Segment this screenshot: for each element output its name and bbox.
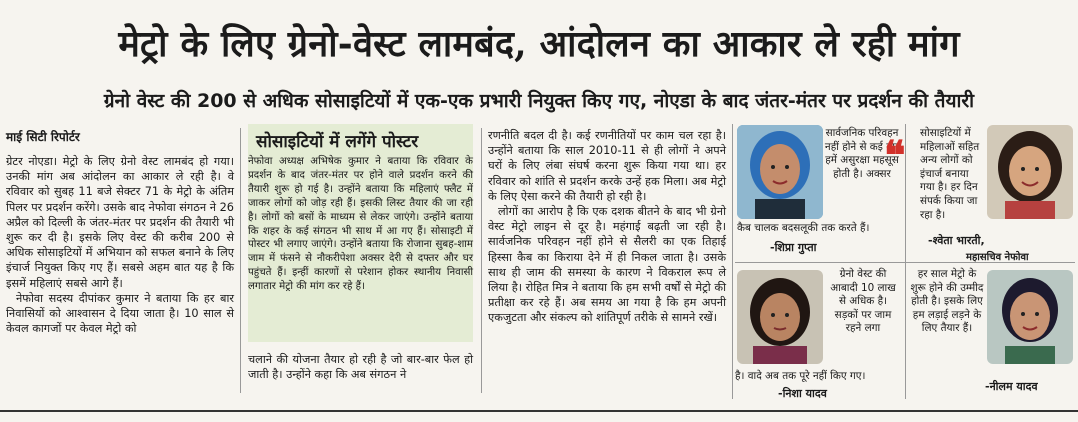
column-2-paragraph: चलाने की योजना तैयार हो रही है जो बार-बार फेल हो जाती है। उन्होंने कहा कि अब संगठन ने xyxy=(248,353,473,382)
column-1-paragraph: ग्रेटर नोएडा। मेट्रो के लिए ग्रेनो वेस्ट लामबंद हो गया। उनकी मांग अब आंदोलन का आकार ले रही है। वे रविवार को सुबह 11 बजे सेक्टर 71 के मेट्रो के अंतिम पिलर पर प्रदर्शन करेंगे। उसके बाद नेफोवा संगठन ने 26 अप्रैल को दिल्ली के जंतर-मंतर पर प्रदर्शन की तैयारी भी शुरू कर दी है। इसके लिए वेस्ट की करीब 200 से अधिक सोसाइटियों में अभियान को सफल बनाने के लिए इंचार्ज नियुक्त किए गए हैं। सबसे अहम बात यह है कि इसमें महिलाएं सबसे आगे हैं। xyxy=(6,155,234,290)
column-1 xyxy=(6,154,234,336)
sidebar-box-title: सोसाइटियों में लगेंगे पोस्टर xyxy=(256,132,419,152)
quote-text: ग्रेनो वेस्ट की आबादी 10 लाख से अधिक है। सड़कों पर जाम रहने लगा xyxy=(830,268,896,335)
column-3-paragraph: लोगों का आरोप है कि एक दशक बीतने के बाद भी ग्रेनो वेस्ट मेट्रो लाइन से दूर है। महंगाई बढ़ती जा रही है। सार्वजनिक परिवहन नहीं होने से सैलरी का एक तिहाई हिस्सा कैब का किराया देने में ही निकल जाता है। उसके साथ ही जाम की समस्या के कारण ने विकराल रूप ले लिया है। रोहित मित्र ने बताया कि हम सभी वर्षों से मेट्रो की प्रतीक्षा कर रहे हैं। अब समय आ गया है कि हम अपनी एकजुटता और संकल्प को शांतिपूर्ण तरीके से सामने रखें। xyxy=(488,205,726,325)
headline: मेट्रो के लिए ग्रेनो-वेस्ट लामबंद, आंदोलन का आकार ले रही मांग xyxy=(118,23,960,65)
subheadline: ग्रेनो वेस्ट की 200 से अधिक सोसाइटियों में एक-एक प्रभारी नियुक्त किए गए, नोएडा के बाद जंतर-मंतर पर प्रदर्शन की तैयारी xyxy=(103,90,975,112)
sidebar-box-paragraph: नेफोवा अध्यक्ष अभिषेक कुमार ने बताया कि रविवार के प्रदर्शन के बाद जंतर-मंतर पर होने वाले प्रदर्शन करने की तैयारी शुरू हो गई है। उन्होंने बताया कि महिलाएं फ्लैट में जाकर लोगों को जोड़ रही हैं। इसकी लिस्ट तैयार की जा रही है। लोगों को बसों के माध्यम से लेकर जाएंगे। उन्होंने बताया कि शहर के कई संगठन भी साथ में आ गए हैं। सोसाइटी में पोस्टर भी लगाए जाएंगे। उन्होंने बताया कि रोजाना सुबह-शाम जाम में फंसने से नौकरीपेशा अक्सर देरी से दफ्तर और घर पहुंचते हैं। इन्हीं कारणों से परेशान होकर स्थानीय निवासी लगातार मेट्रो की मांग कर रहे हैं। xyxy=(248,156,473,293)
portrait-photo-shweta-bharti xyxy=(987,125,1073,219)
column-divider xyxy=(240,128,241,393)
byline: माई सिटी रिपोर्टर xyxy=(6,130,80,144)
sidebar-box-text xyxy=(248,155,473,294)
quote-name: -निशा यादव xyxy=(778,387,827,400)
portrait-photo-nisha-yadav xyxy=(737,270,823,364)
portrait-photo-neelam-yadav xyxy=(987,270,1073,364)
quote-text: सोसाइटियों में महिलाओं सहित अन्य लोगों को इंचार्ज बनाया गया है। हर दिन संपर्क किया जा रहा है। xyxy=(920,127,980,221)
quote-name: -श्वेता भारती, xyxy=(928,234,985,247)
quote-text-tail: कैब चालक बदसलूकी तक करते हैं। xyxy=(737,222,870,234)
column-divider xyxy=(481,128,482,393)
column-2-continuation xyxy=(248,352,473,382)
portrait-photo-shipra-gupta xyxy=(737,125,823,219)
column-3 xyxy=(488,128,726,326)
quote-text: सार्वजनिक परिवहन नहीं होने से कई बार हमें असुरक्षा महसूस होती है। अक्सर xyxy=(824,127,900,180)
column-1-paragraph: नेफोवा सदस्य दीपांकर कुमार ने बताया कि हर बार निवासियों को आश्वासन दे दिया जाता है। 10 साल से केवल कागजों पर केवल मेट्रो को xyxy=(6,291,234,336)
quote-designation: महासचिव नेफोवा xyxy=(966,252,1029,263)
quote-text-tail: है। वादे अब तक पूरे नहीं किए गए। xyxy=(735,370,866,382)
quote-text: हर साल मेट्रो के शुरू होने की उम्मीद होती है। इसके लिए हम लड़ाई लड़ने के लिए तैयार हैं। xyxy=(910,268,984,335)
quote-name: -शिप्रा गुप्ता xyxy=(770,241,817,254)
bottom-rule xyxy=(0,410,1078,412)
column-divider xyxy=(732,124,733,399)
column-3-paragraph: रणनीति बदल दी है। कई रणनीतियों पर काम चल रहा है। उन्होंने बताया कि साल 2010-11 से ही लोगों ने अपने घरों के लिए लंबा संघर्ष करना शुरू किया गया था। हर रविवार को शांति से प्रदर्शन करके उन्हें हक मिला। अब मेट्रो के लिए ऐसा करने की तैयारी हो रही है। xyxy=(488,129,726,203)
quote-name: -नीलम यादव xyxy=(985,380,1038,393)
quote-mark-icon: ❝ xyxy=(884,132,906,179)
